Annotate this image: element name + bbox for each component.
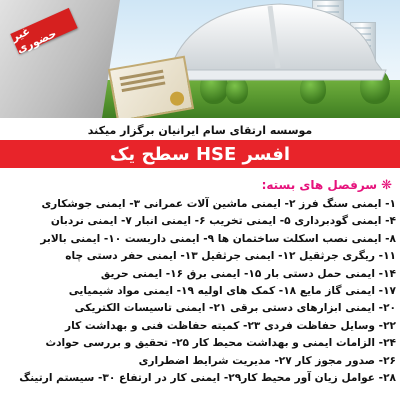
organizer-line: موسسه ارتقای سام ایرانیان برگزار میکند [87,123,313,137]
syllabus-heading-text: سرفصل های بسته: [261,178,378,192]
syllabus-line: ۴- ایمنی گودبرداری ۵- ایمنی تخریب ۶- ایمنی انبار ۷- ایمنی نردبان [50,215,396,228]
syllabus-line: ۸- ایمنی نصب اسکلت ساختمان ها ۹- ایمنی داربست ۱۰- ایمنی بالابر [40,232,396,245]
course-title [0,140,400,168]
syllabus-line: ۲۶- صدور مجوز کار ۲۷- مدیریت شرایط اضطراری [138,354,396,367]
syllabus-line: ۱۷- ایمنی گاز مایع ۱۸- کمک های اولیه ۱۹- ایمنی مواد شیمیایی [68,284,396,297]
syllabus-heading [262,176,392,194]
delivery-mode-label: غیر حضوری [9,24,59,56]
syllabus-line: ۱۱- ریگری جرثقیل ۱۲- ایمنی جرثقیل ۱۳- ایمنی حفر دستی چاه [65,250,396,263]
syllabus-list [0,196,400,387]
hero-image [0,0,400,118]
syllabus-line: ۱- ایمنی سنگ فرز ۲- ایمنی ماشین آلات عمرانی ۳- ایمنی جوشکاری [41,198,396,210]
syllabus-line: ۲۰- ایمنی ابزارهای دستی برقی ۲۱- ایمنی تاسیسات الکتریکی [74,302,396,315]
course-title-text: افسر HSE سطح یک [110,143,291,165]
syllabus-line: ۲۸- عوامل زیان آور محیط کار۲۹- ایمنی کار در ارتفاع ۳۰- سیستم ارتینگ [19,371,396,384]
syllabus-line: ۲۲- وسایل حفاظت فردی ۲۳- کمیته حفاظت فنی و بهداشت کار [65,319,396,332]
asterisk-icon: ❋ [381,177,392,193]
syllabus-line: ۱۴- ایمنی حمل دستی بار ۱۵- ایمنی برق ۱۶- ایمنی حریق [100,267,396,280]
syllabus-line: ۲۴- الزامات ایمنی و بهداشت محیط کار ۲۵- تحقیق و بررسی حوادث [45,337,396,350]
certificate-image [108,56,194,118]
